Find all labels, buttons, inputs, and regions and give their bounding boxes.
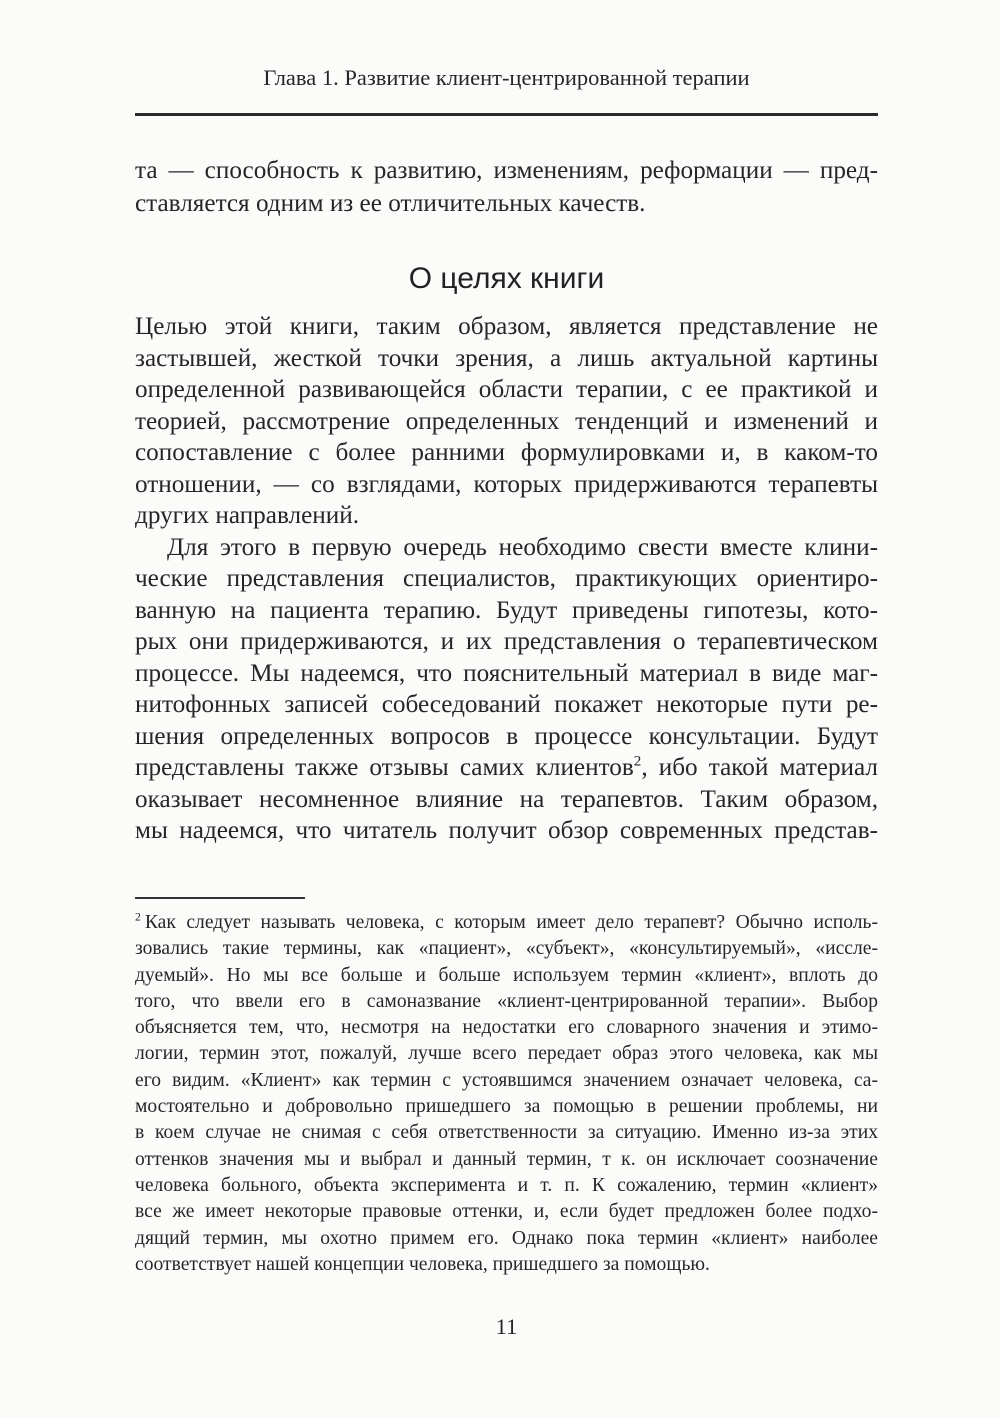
footnote-line: оттенков значения мы и выбрал и данный термин, т к. он исключает соозначение	[135, 1148, 878, 1170]
footnote-marker: 2	[135, 910, 141, 924]
footnote-line: его видим. «Клиент» как термин с устоявшимся значением означает человека, са-	[135, 1069, 878, 1091]
running-head: Глава 1. Развитие клиент-центрированной терапии	[263, 65, 750, 90]
section-heading: О целях книги	[408, 262, 605, 295]
page-number: 11	[495, 1314, 518, 1339]
footnote-reference[interactable]: 2	[633, 753, 642, 770]
footnote-line: объясняется тем, что, несмотря на недостатки его словарного значения и этимо-	[135, 1017, 878, 1039]
text-line: других направлений.	[135, 502, 359, 529]
text-line: оказывает несомненное влияние на терапевтов. Таким образом,	[135, 785, 878, 813]
footnote-line: в коем случае не снимая с себя ответственности за ситуацию. Именно из-за этих	[135, 1122, 878, 1144]
text-line: нитофонных записей собеседований покажет некоторые пути ре-	[135, 691, 878, 718]
text-line: застывшей, жесткой точки зрения, а лишь актуальной картины	[135, 344, 878, 372]
footnote-line: дящий термин, мы охотно примем его. Однако пока термин «клиент» наиболее	[135, 1227, 878, 1249]
footnote-line: дуемый». Но мы все больше и больше используем термин «клиент», вплоть до	[135, 964, 878, 986]
section-body	[135, 311, 878, 847]
footnote-line: человека больного, объекта эксперимента и т. п. К сожалению, термин «клиент»	[135, 1174, 878, 1196]
text-line: Целью этой книги, таким образом, является представление не	[135, 313, 878, 340]
text-line: ставляется одним из ее отличительных качеств.	[135, 190, 646, 218]
intro-paragraph	[135, 154, 878, 221]
text-line: Для этого в первую очередь необходимо свести вместе клини-	[167, 533, 878, 561]
footnote-rule	[135, 897, 305, 899]
footnote	[135, 910, 878, 1278]
text-line: рых они придерживаются, и их представления о терапевтическом	[135, 628, 878, 655]
footnote-line: мостоятельно и добровольно пришедшего за помощью в решении проблемы, ни	[135, 1096, 878, 1118]
text-line: теорией, рассмотрение определенных тенденций и изменений и	[135, 407, 878, 435]
paragraph-1	[135, 311, 878, 532]
text-line: ванную на пациента терапию. Будут приведены гипотезы, кото-	[135, 596, 878, 624]
text-line: мы надеемся, что читатель получит обзор современных представ-	[135, 817, 878, 844]
text-line: процессе. Мы надеемся, что пояснительный материал в виде маг-	[135, 659, 878, 687]
text-line: ческие представления специалистов, практикующих ориентиро-	[135, 565, 878, 592]
text-line: шения определенных вопросов в процессе консультации. Будут	[135, 722, 878, 750]
footnote-line: соответствует нашей концепции человека, пришедшего за помощью.	[135, 1253, 710, 1275]
text-line-with-footnote	[135, 752, 878, 784]
footnote-line: того, что ввели его в самоназвание «клиент-центрированной терапии». Выбор	[135, 990, 878, 1012]
text-fragment: , ибо такой материал	[641, 754, 878, 781]
text-fragment: представлены также отзывы самих клиентов	[135, 754, 634, 781]
text-fragment: Как следует называть человека, с которым имеет дело терапевт? Обычно исполь-	[144, 912, 878, 933]
footnote-line: зовались такие термины, как «пациент», «субъект», «консультируемый», «иссле-	[135, 938, 878, 960]
text-line: та — способность к развитию, изменениям, реформации — пред-	[135, 157, 878, 184]
text-line: определенной развивающейся области терапии, с ее практикой и	[135, 376, 878, 403]
footnote-line: все же имеет некоторые правовые оттенки, и, если будет предложен более подхо-	[135, 1201, 878, 1223]
footnote-line: логии, термин этот, пожалуй, лучше всего передает образ этого человека, как мы	[135, 1043, 878, 1065]
text-line: сопоставление с более ранними формулировками и, в каком-то	[135, 439, 878, 466]
text-line: отношении, — со взглядами, которых придерживаются терапевты	[135, 470, 878, 498]
paragraph-2	[135, 532, 878, 847]
header-rule	[135, 113, 878, 116]
footnote-line	[135, 910, 878, 936]
